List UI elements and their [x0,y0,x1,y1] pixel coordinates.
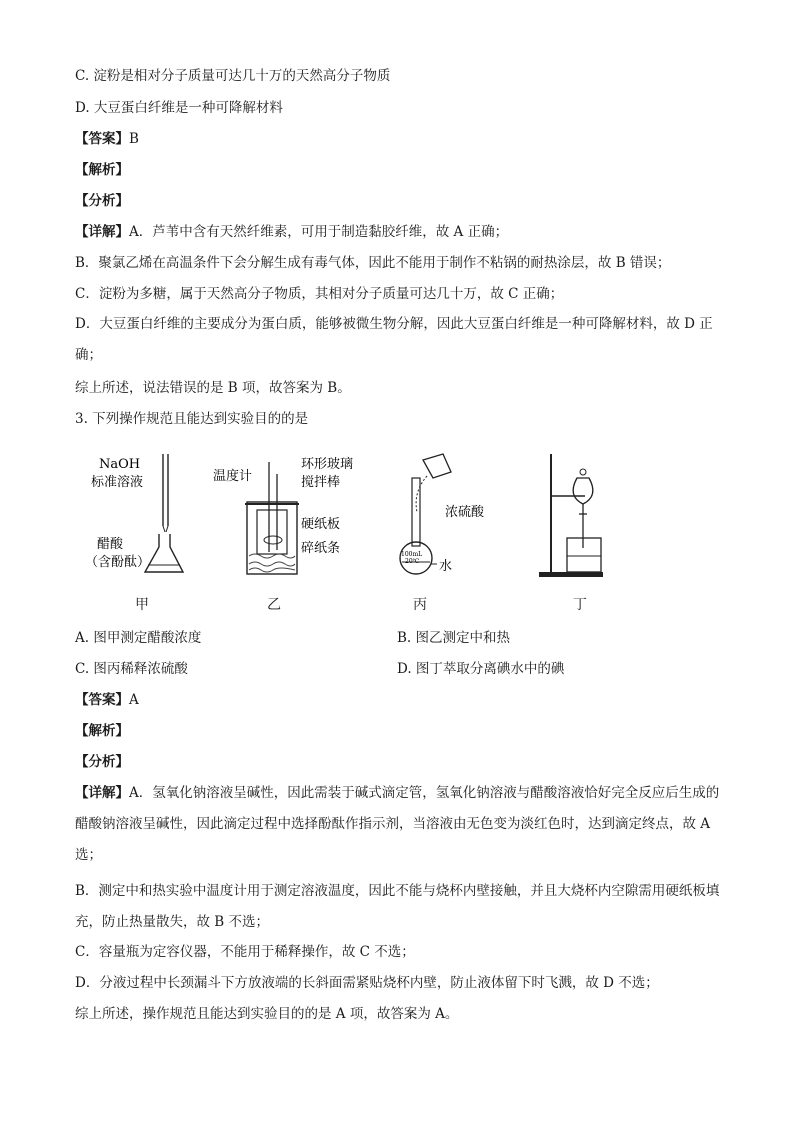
yi-text-3: 搅拌棒 [301,475,341,490]
bing-text-4: 20℃ [405,558,420,565]
q2-fenxi-tag: 【分析】 [75,193,129,209]
jia-text-4: （含酚酞） [85,555,151,570]
q2-answer [75,129,139,149]
figure-bing [393,452,503,592]
figure-label-bing: 丙 [413,597,427,613]
q3-option-b: B. 图乙测定中和热 [397,630,511,646]
answer-tag: 【答案】 [75,131,129,147]
q3-option-c: C. 图丙稀释浓硫酸 [75,661,188,677]
q3-option-a: A. 图甲测定醋酸浓度 [75,630,202,646]
yi-text-2: 环形玻璃 [301,457,354,472]
figure-label-jia: 甲 [135,597,149,613]
figure-yi [211,452,361,592]
yi-text-5: 碎纸条 [301,541,341,556]
q3-detail-b: B．测定中和热实验中温度计用于测定溶液温度，因此不能与烧杯内壁接触，并且大烧杯内空隙需用硬纸板填充，防止热量散失，故 B 不选； [75,883,720,930]
detail-text: A．氢氧化钠溶液呈碱性，因此需装于碱式滴定管，氢氧化钠溶液与醋酸溶液恰好完全反应后生成的醋酸钠溶液呈碱性，因此滴定过程中选择酚酞作指示剂，当溶液由无色变为淡红色时，达到滴定终点，故 A 选； [75,785,720,863]
q3-detail-a [75,778,720,871]
figure-label-yi: 乙 [267,597,281,613]
q2-detail-c: C．淀粉为多糖，属于天然高分子物质，其相对分子质量可达几十万，故 C 正确； [75,286,564,302]
jia-text-2: 标准溶液 [91,475,144,490]
apparatus-figures [85,452,655,622]
q3-detail-c: C．容量瓶为定容仪器，不能用于稀释操作，故 C 不选； [75,944,415,960]
q2-detail-b: B．聚氯乙烯在高温条件下会分解生成有毒气体，因此不能用于制作不粘锅的耐热涂层，故 B 错误； [75,255,671,271]
detail-tag: 【详解】 [75,785,129,801]
bing-text-2: 水 [439,559,453,574]
q3-answer [75,690,139,710]
bing-text-1: 浓硫酸 [445,505,485,520]
q3-summary: 综上所述，操作规范且能达到实验目的的是 A 项，故答案为 A。 [75,1006,459,1022]
bing-text-3: 100mL [401,551,423,558]
q2-option-c: C. 淀粉是相对分子质量可达几十万的天然高分子物质 [75,68,391,84]
yi-text-1: 温度计 [213,469,253,484]
answer-value: A [129,692,139,708]
q2-option-d: D. 大豆蛋白纤维是一种可降解材料 [75,100,283,116]
q2-summary: 综上所述，说法错误的是 B 项，故答案为 B。 [75,380,351,396]
figure-ding [537,452,647,592]
yi-text-4: 硬纸板 [301,517,341,532]
q2-analysis-tag: 【解析】 [75,162,129,178]
jia-text-1: NaOH [99,457,141,472]
q3-detail-d: D．分液过程中长颈漏斗下方放液端的长斜面需紧贴烧杯内壁，防止液体留下时飞溅，故 D 不选； [75,975,659,991]
q3-fenxi-tag: 【分析】 [75,754,129,770]
figure-jia [85,452,205,592]
detail-tag: 【详解】 [75,224,129,240]
q3-stem: 3. 下列操作规范且能达到实验目的的是 [75,411,309,427]
figure-label-ding: 丁 [573,597,587,613]
q2-detail-d: D．大豆蛋白纤维的主要成分为蛋白质，能够被微生物分解，因此大豆蛋白纤维是一种可降解材料，故 D 正确； [75,316,713,363]
answer-tag: 【答案】 [75,692,129,708]
q3-option-d: D. 图丁萃取分离碘水中的碘 [397,661,565,677]
jia-text-3: 醋酸 [97,537,124,552]
q2-detail-a [75,222,508,242]
answer-value: B [129,131,139,147]
detail-text: A．芦苇中含有天然纤维素，可用于制造黏胶纤维，故 A 正确； [129,224,509,240]
q3-analysis-tag: 【解析】 [75,723,129,739]
